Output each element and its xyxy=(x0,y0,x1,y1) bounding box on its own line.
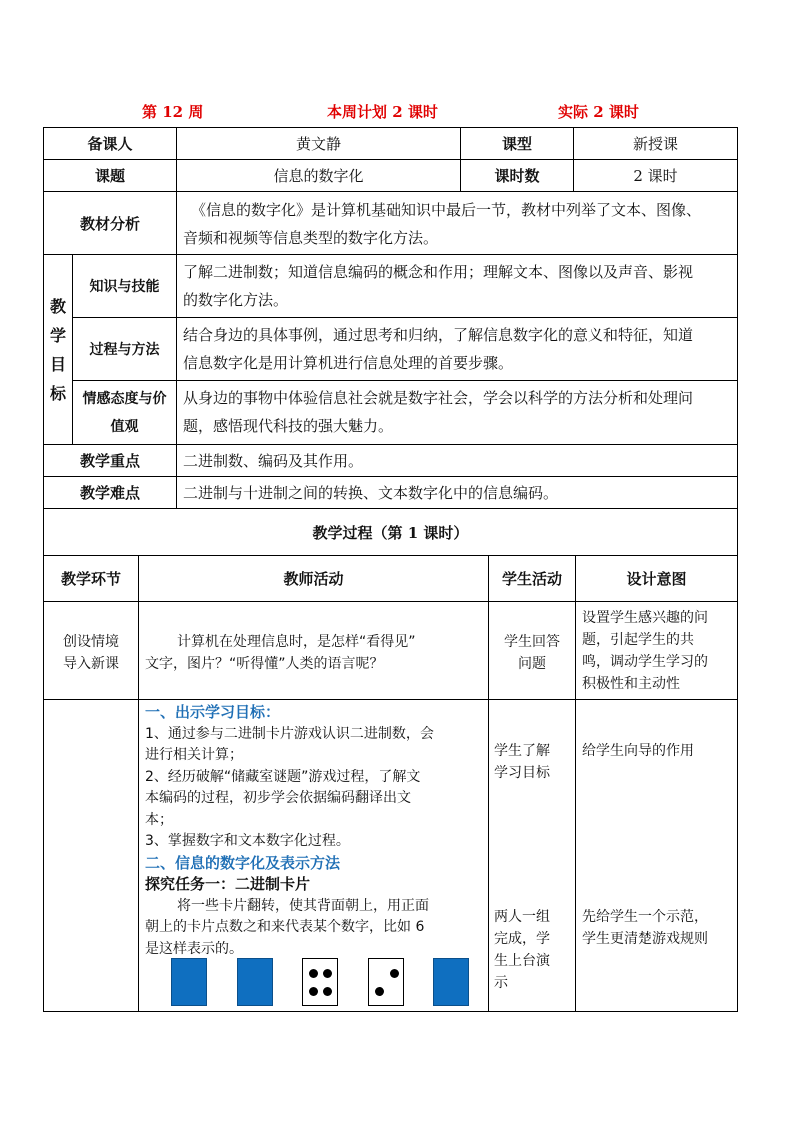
col-stage-header: 教学环节 xyxy=(60,570,121,588)
goal-1-line-2: 进行相关计算； xyxy=(145,747,243,763)
objectives-char-1: 教 xyxy=(49,296,66,316)
col-teacher-header: 教师活动 xyxy=(283,570,344,588)
row1-stage-line-2: 导入新课 xyxy=(63,656,119,672)
difficult-point-label: 教学难点 xyxy=(79,484,140,502)
hours-value: 2 课时 xyxy=(633,167,678,185)
card-back-2 xyxy=(237,958,273,1006)
card-dot xyxy=(309,987,318,996)
row1-student-line-2: 问题 xyxy=(518,656,546,672)
planned-hours-label: 本周计划 2 课时 xyxy=(327,103,438,121)
card-dot xyxy=(323,969,332,978)
topic-value: 信息的数字化 xyxy=(273,167,364,185)
goal-3: 3、掌握数字和文本数字化过程。 xyxy=(145,833,350,849)
process-title: 教学过程（第 1 课时） xyxy=(312,523,469,542)
row2-teacher xyxy=(145,702,485,960)
row2-student-b-line-1: 两人一组 xyxy=(494,909,550,925)
objectives-char-4: 标 xyxy=(49,383,66,403)
emotion-label-line-2: 值观 xyxy=(110,418,139,435)
row2-intent-a: 给学生向导的作用 xyxy=(582,743,694,759)
row1-intent xyxy=(582,607,734,695)
topic-label: 课题 xyxy=(94,167,125,185)
goal-2-line-1: 2、经历破解“储藏室谜题”游戏过程，了解文 xyxy=(145,768,421,785)
knowledge-text xyxy=(183,258,735,314)
lesson-type-label: 课型 xyxy=(501,135,532,153)
emotion-label xyxy=(73,381,176,444)
row2-student-b-line-3: 生上台演 xyxy=(494,953,550,969)
goal-1-line-1: 1、通过参与二进制卡片游戏认识二进制数，会 xyxy=(145,725,434,742)
lesson-type-value: 新授课 xyxy=(632,135,678,153)
process-method-line-1: 结合身边的具体事例，通过思考和归纳，了解信息数字化的意义和特征，知道 xyxy=(183,326,694,344)
row2-intent-b-line-1: 先给学生一个示范， xyxy=(582,909,708,925)
row1-intent-line-2: 题，引起学生的共 xyxy=(582,632,694,648)
row2-student-b xyxy=(494,906,574,994)
row1-intent-line-4: 积极性和主动性 xyxy=(582,676,680,692)
process-method-label: 过程与方法 xyxy=(89,342,160,358)
row1-student xyxy=(489,631,575,675)
objectives-char-3: 目 xyxy=(49,354,66,374)
col-student-header: 学生活动 xyxy=(501,570,562,588)
goals-heading: 一、出示学习目标： xyxy=(145,703,281,721)
objectives-label xyxy=(44,255,72,444)
emotion-text xyxy=(183,384,735,440)
emotion-line-2: 题，感悟现代科技的强大魅力。 xyxy=(183,417,394,435)
analysis-line-2: 音频和视频等信息类型的数字化方法。 xyxy=(183,229,439,247)
card-dot xyxy=(390,969,399,978)
section-2-heading: 二、信息的数字化及表示方法 xyxy=(145,853,341,872)
card-dot xyxy=(309,969,318,978)
row1-stage xyxy=(44,631,138,675)
emotion-line-1: 从身边的事物中体验信息社会就是数字社会，学会以科学的方法分析和处理问 xyxy=(183,389,694,407)
row1-teacher xyxy=(145,631,485,675)
actual-hours-label: 实际 2 课时 xyxy=(558,103,639,121)
row1-intent-line-1: 设置学生感兴趣的问 xyxy=(582,610,708,626)
analysis-label: 教材分析 xyxy=(79,214,140,233)
key-point-label: 教学重点 xyxy=(79,452,140,470)
task-1-line-3: 是这样表示的。 xyxy=(145,940,243,957)
card-four-dots xyxy=(302,958,338,1006)
task-1-line-1: 将一些卡片翻转，使其背面朝上，用正面 xyxy=(177,897,429,914)
analysis-text xyxy=(183,196,735,252)
knowledge-line-1: 了解二进制数；知道信息编码的概念和作用；理解文本、图像以及声音、影视 xyxy=(183,263,694,281)
process-method-text xyxy=(183,321,735,377)
preparer-label: 备课人 xyxy=(87,135,133,153)
row1-teacher-line-2: 文字，图片？“听得懂”人类的语言呢？ xyxy=(145,656,384,672)
task-1-heading: 探究任务一：二进制卡片 xyxy=(145,875,311,893)
card-two-dots xyxy=(368,958,404,1006)
row2-student-b-line-2: 完成，学 xyxy=(494,931,550,947)
process-method-line-2: 信息数字化是用计算机进行信息处理的首要步骤。 xyxy=(183,354,514,372)
week-label: 第 12 周 xyxy=(142,103,204,121)
row2-intent-b-line-2: 学生更清楚游戏规则 xyxy=(582,931,708,947)
objectives-char-2: 学 xyxy=(49,325,66,345)
row2-intent-b xyxy=(582,906,734,950)
hours-label: 课时数 xyxy=(494,167,540,185)
knowledge-label: 知识与技能 xyxy=(89,279,160,295)
row1-stage-line-1: 创设情境 xyxy=(63,634,119,650)
card-dot xyxy=(375,987,384,996)
row2-student-a xyxy=(494,740,574,784)
emotion-label-line-1: 情感态度与价 xyxy=(82,390,167,407)
row2-student-a-line-2: 学习目标 xyxy=(494,765,550,781)
key-point-text: 二进制数、编码及其作用。 xyxy=(183,452,364,470)
row1-intent-line-3: 鸣，调动学生学习的 xyxy=(582,654,708,670)
knowledge-line-2: 的数字化方法。 xyxy=(183,291,289,309)
preparer-value: 黄文静 xyxy=(295,135,341,153)
row2-student-a-line-1: 学生了解 xyxy=(494,743,550,759)
difficult-point-text: 二进制与十进制之间的转换、文本数字化中的信息编码。 xyxy=(183,484,559,502)
goal-2-line-3: 本； xyxy=(145,811,173,828)
row1-student-line-1: 学生回答 xyxy=(504,634,560,650)
card-back-1 xyxy=(171,958,207,1006)
row1-teacher-line-1: 计算机在处理信息时，是怎样“看得见” xyxy=(177,634,416,650)
col-intent-header: 设计意图 xyxy=(626,570,687,588)
analysis-line-1: 《信息的数字化》是计算机基础知识中最后一节，教材中列举了文本、图像、 xyxy=(191,201,702,219)
row2-student-b-line-4: 示 xyxy=(494,975,508,991)
card-back-3 xyxy=(433,958,469,1006)
task-1-line-2: 朝上的卡片点数之和来代表某个数字，比如 6 xyxy=(145,919,425,935)
card-dot xyxy=(323,987,332,996)
goal-2-line-2: 本编码的过程，初步学会依据编码翻译出文 xyxy=(145,790,411,806)
